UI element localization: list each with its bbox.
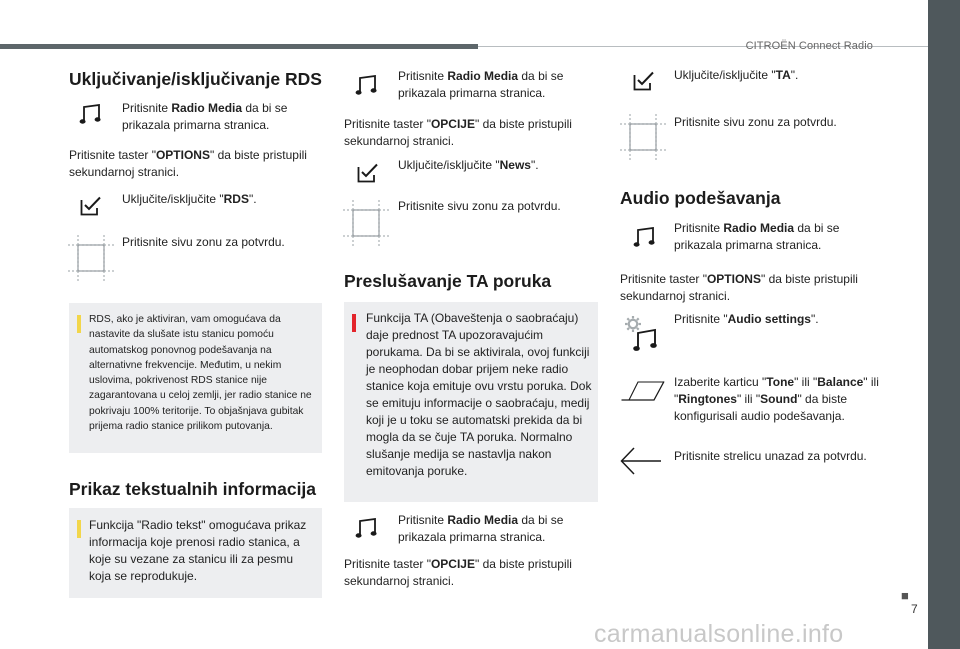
step-text: Pritisnite strelicu unazad za potvrdu. [674,449,867,463]
step-text: Pritisnite Radio Media da bi se prikazala primarna stranica. [398,513,564,544]
info-note-radiotext [69,508,322,598]
side-strip [928,0,960,649]
checkbox-toggle-icon [80,196,102,216]
checkbox-toggle-icon [633,71,655,91]
watermark: carmanualsonline.info [594,620,844,648]
step-text: Uključite/isključite "RDS". [122,192,257,206]
step-text: Pritisnite Radio Media da bi se prikazala primarna stranica. [674,221,840,252]
page-marker: ■ [901,588,909,603]
checkbox-toggle-icon [357,163,379,183]
music-note-icon [633,227,657,249]
note-text: Funkcija TA (Obaveštenja o saobraćaju) daje prednost TA upozoravajućim porukama. Da bi se aktivirala, ovoj funkciji je neophodan dobar prijem neke radio stanice koja emituje ovu vrstu poruka. Dok se emituju informacije o saobraćaju, medij koji je u toku se automatski prekida da bi mogla da se čuje TA poruka. Normalno slušanje medija se nastavlja nakon emitovanja poruke. [366,311,592,478]
grey-zone-icon [620,114,666,160]
info-marker [77,520,81,538]
step-text: Pritisnite Radio Media da bi se prikazala primarna stranica. [122,101,288,132]
step-text: Pritisnite Radio Media da bi se prikazala primarna stranica. [398,69,564,100]
step-text: Uključite/isključite "TA". [674,68,799,82]
paragraph-options: Pritisnite taster "OPTIONS" da biste pristupili sekundarnoj stranici. [620,272,858,303]
music-note-icon [355,518,379,540]
step-text: Pritisnite sivu zonu za potvrdu. [398,199,561,213]
step-text: Izaberite karticu "Tone" ili "Balance" ili "Ringtones" ili "Sound" da biste konfigurisali audio podešavanja. [674,375,879,423]
alert-marker [352,314,356,332]
section-heading-text-info: Prikaz tekstualnih informacija [69,479,317,499]
paragraph-options: Pritisnite taster "OPCIJE" da biste pristupili sekundarnoj stranici. [344,117,572,148]
step-text: Pritisnite sivu zonu za potvrdu. [674,115,837,129]
music-note-icon [355,75,379,97]
info-marker [77,315,81,333]
step-text: Pritisnite sivu zonu za potvrdu. [122,235,285,249]
header-rule-dark [0,44,478,49]
section-heading-audio: Audio podešavanja [620,188,781,208]
note-text: Funkcija "Radio tekst" omogućava prikaz informacija koje prenosi radio stanica, a koje su vezane za stanicu ili za pesmu koja se reprodukuje. [89,518,307,583]
section-heading-rds: Uključivanje/isključivanje RDS [69,69,322,89]
tab-icon [621,380,665,402]
brand-title: CITROËN Connect Radio [745,40,873,52]
note-text: RDS, ako je aktiviran, vam omogućava da nastavite da slušate istu stanicu pomoću automatskog ponovnog podešavanja na alternativne frekvencije. Međutim, u nekim uslovima, pokrivenost RDS stanice nije zagarantovana u celoj zemlji, jer radio stanice ne pokrivaju 100% teritorije. To objašnjava gubitak prijema radio stanice prilikom putovanja. [89,314,312,433]
grey-zone-icon [68,235,114,281]
back-arrow-icon [620,446,662,476]
info-note-rds [69,303,322,453]
step-text: Uključite/isključite "News". [398,158,539,172]
music-note-icon [79,104,103,126]
paragraph-options: Pritisnite taster "OPTIONS" da biste pristupili sekundarnoj stranici. [69,148,307,179]
section-heading-ta: Preslušavanje TA poruka [344,271,552,291]
page-number: 7 [911,602,918,616]
settings-music-icon [624,315,660,353]
paragraph-options: Pritisnite taster "OPCIJE" da biste pristupili sekundarnoj stranici. [344,557,572,588]
alert-note-ta [344,302,598,502]
step-text: Pritisnite "Audio settings". [674,312,819,326]
grey-zone-icon [343,200,389,246]
